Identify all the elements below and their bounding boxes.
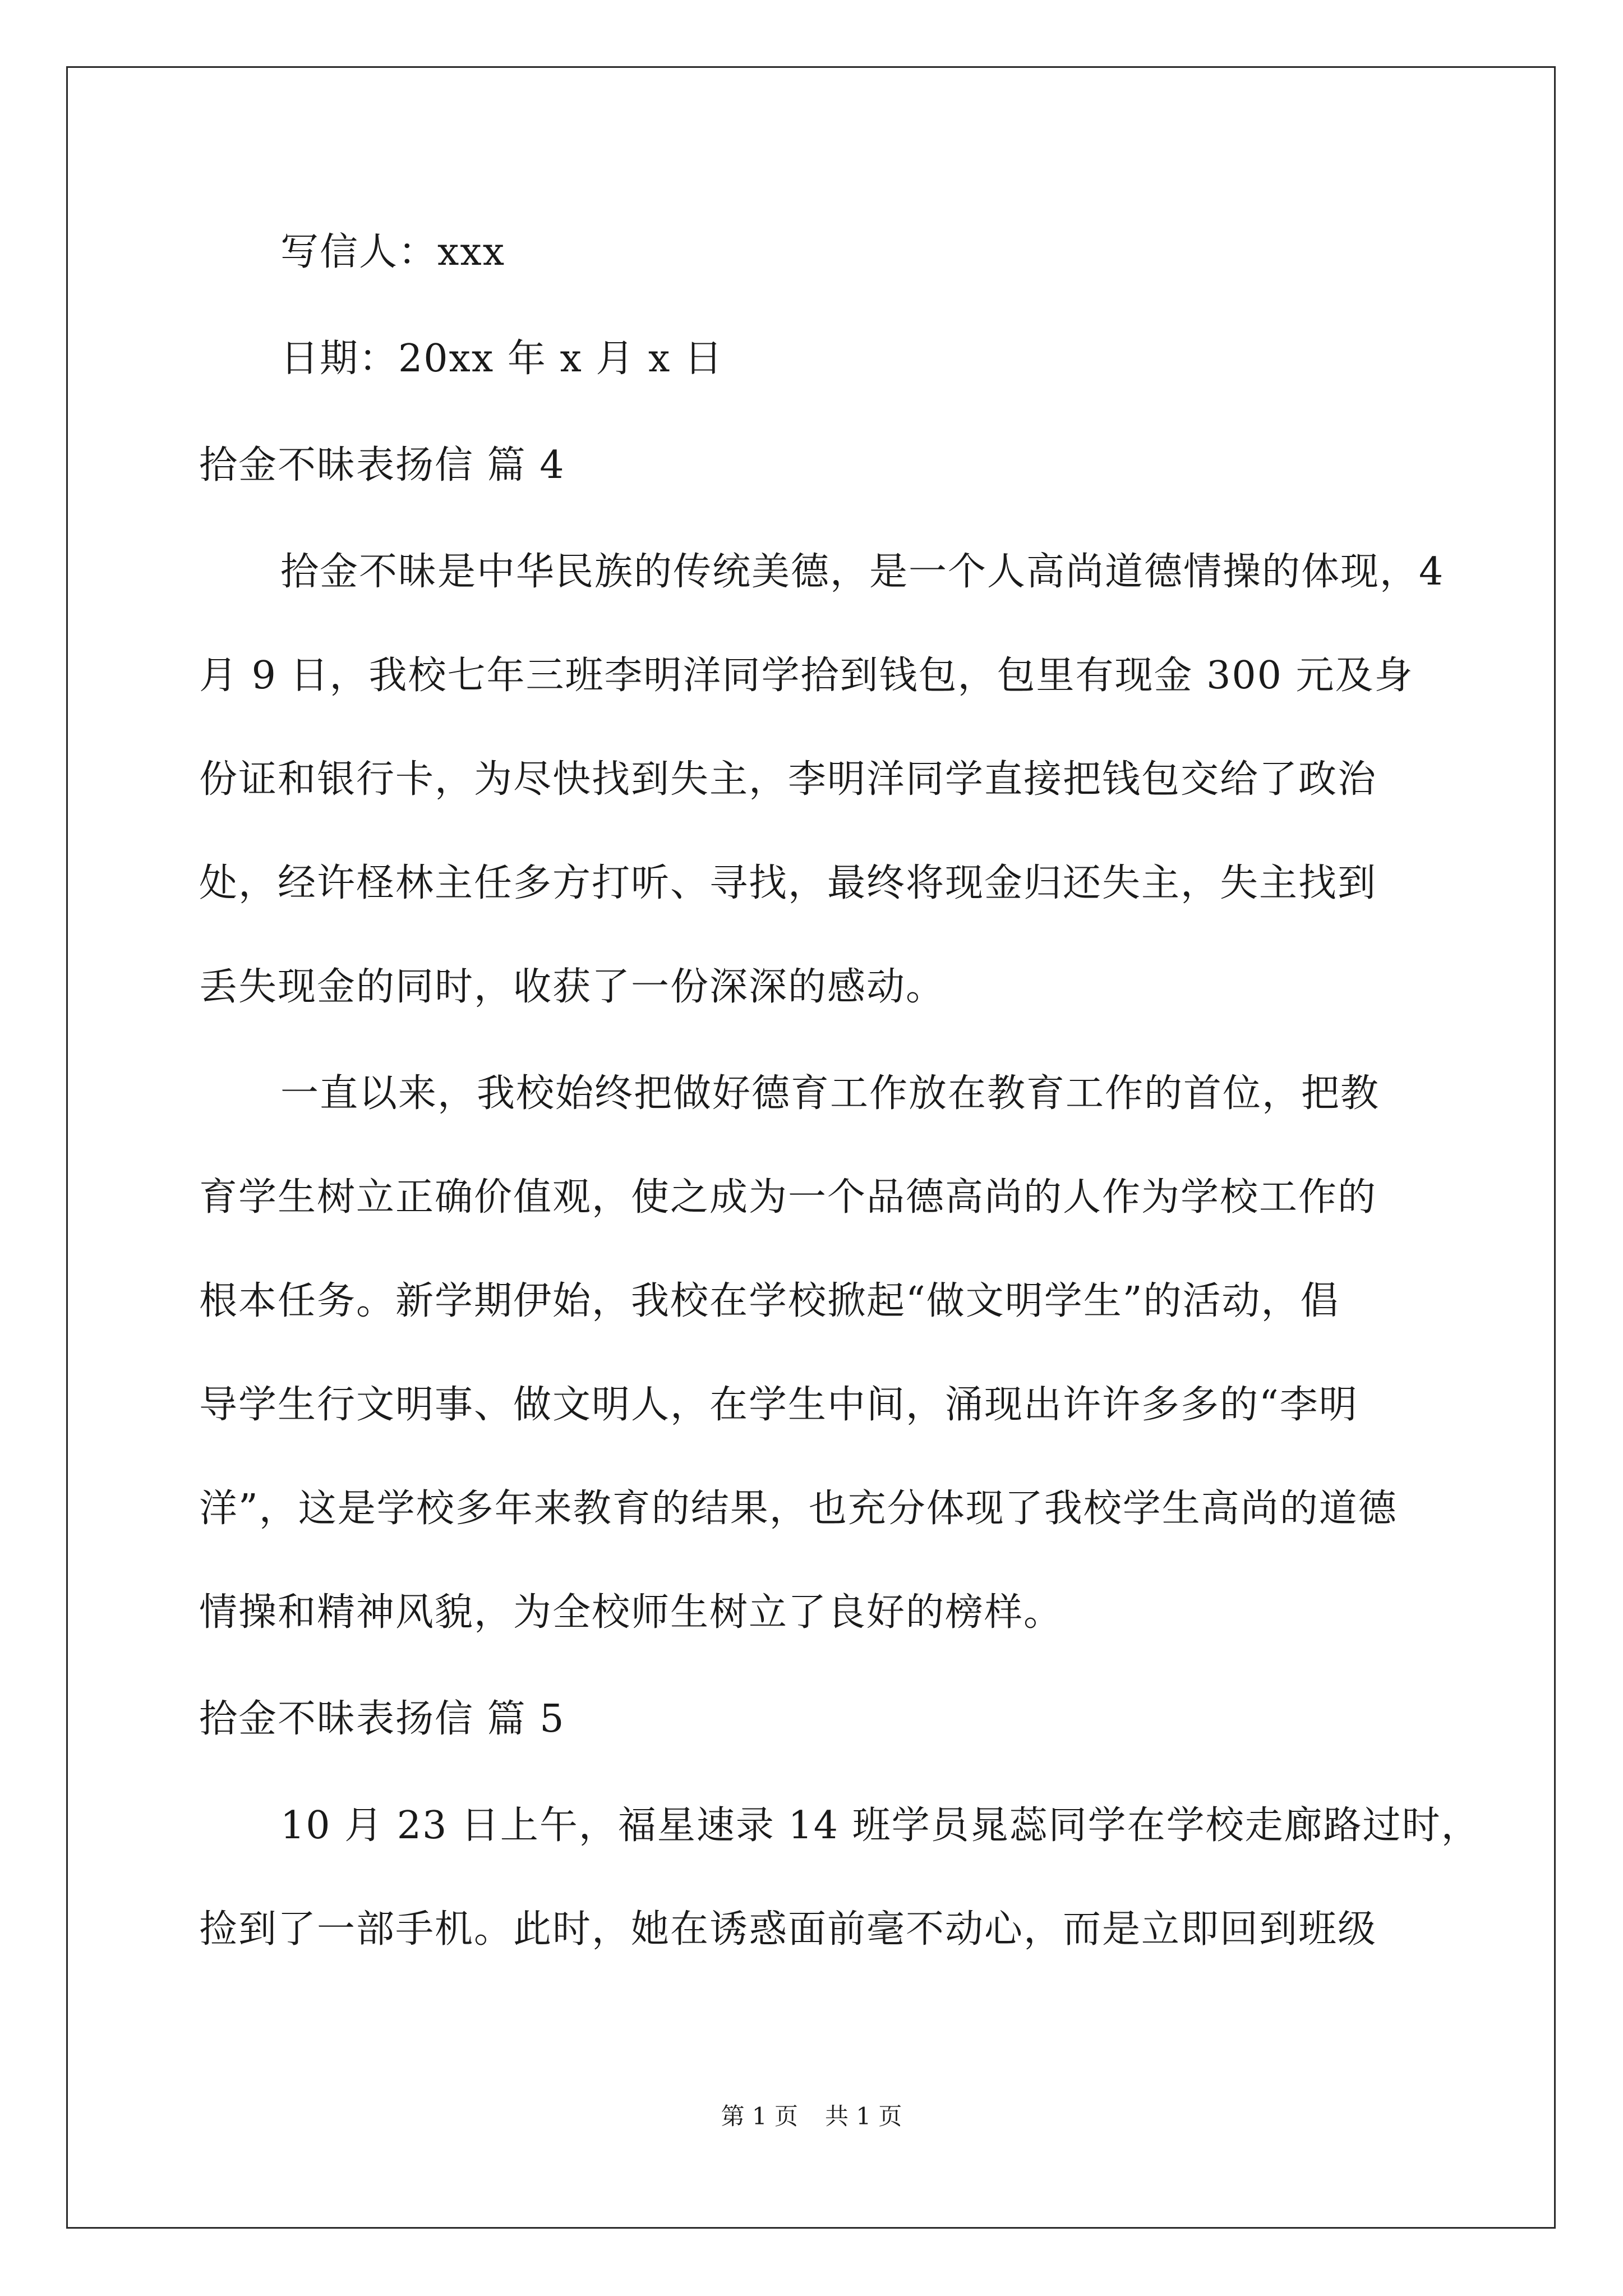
paragraph-line: 洋”，这是学校多年来教育的结果，也充分体现了我校学生高尚的道德 <box>199 1487 1398 1531</box>
paragraph-line: 育学生树立正确价值观，使之成为一个品德高尚的人作为学校工作的 <box>199 1175 1377 1220</box>
page-total: 共 1 页 <box>825 2102 902 2130</box>
paragraph-line: 根本任务。新学期伊始，我校在学校掀起“做文明学生”的活动，倡 <box>199 1279 1340 1323</box>
paragraph-line: 捡到了一部手机。此时，她在诱惑面前毫不动心，而是立即回到班级 <box>199 1907 1377 1952</box>
paragraph-line: 处，经许柽林主任多方打听、寻找，最终将现金归还失主，失主找到 <box>199 861 1377 905</box>
letter-writer: 写信人：xxx <box>280 230 506 274</box>
paragraph-line: 10 月 23 日上午，福星速录 14 班学员晁蕊同学在学校走廊路过时， <box>280 1803 1481 1848</box>
paragraph-line: 拾金不昧是中华民族的传统美德，是一个人高尚道德情操的体现，4 <box>280 550 1445 594</box>
page-footer <box>0 2101 1623 2132</box>
paragraph-line: 情操和精神风貌，为全校师生树立了良好的榜样。 <box>199 1590 1063 1635</box>
section-heading: 拾金不昧表扬信 篇 5 <box>199 1697 565 1741</box>
paragraph-line: 一直以来，我校始终把做好德育工作放在教育工作的首位，把教 <box>280 1071 1380 1116</box>
paragraph-line: 月 9 日，我校七年三班李明洋同学拾到钱包，包里有现金 300 元及身 <box>199 654 1414 698</box>
letter-date: 日期：20xx 年 x 月 x 日 <box>280 337 724 381</box>
paragraph-line: 丢失现金的同时，收获了一份深深的感动。 <box>199 965 946 1009</box>
page-number: 第 1 页 <box>721 2102 798 2130</box>
paragraph-line: 份证和银行卡，为尽快找到失主，李明洋同学直接把钱包交给了政治 <box>199 757 1377 802</box>
paragraph-line: 导学生行文明事、做文明人，在学生中间，涌现出许许多多的“李明 <box>199 1383 1358 1427</box>
section-heading: 拾金不昧表扬信 篇 4 <box>199 443 565 487</box>
